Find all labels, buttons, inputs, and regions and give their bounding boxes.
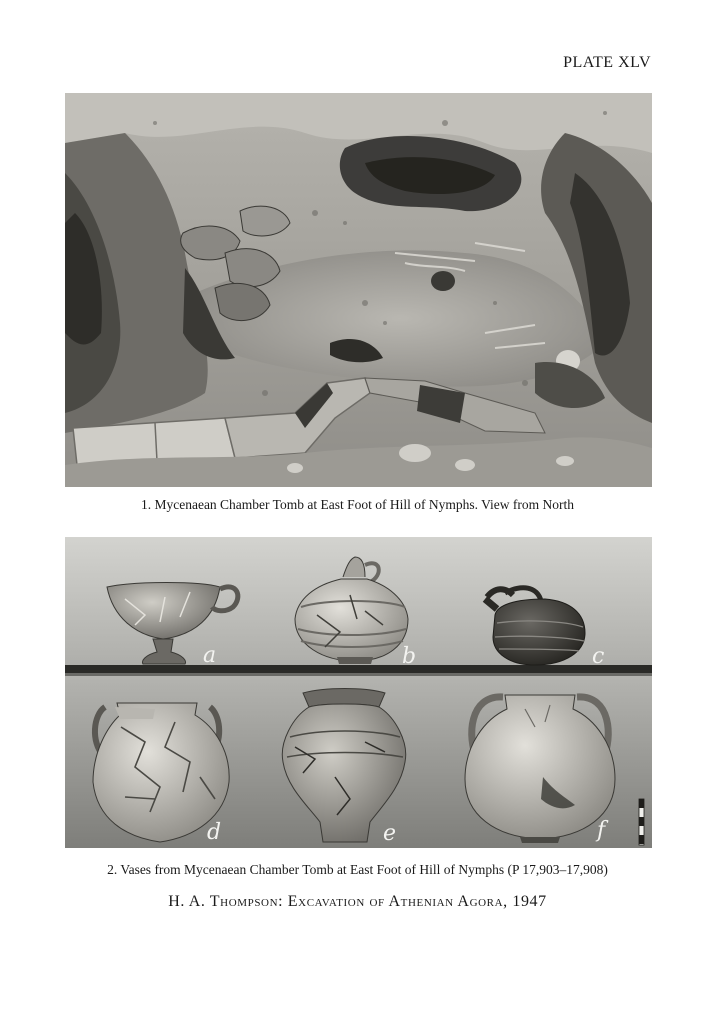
- figure-1-caption: 1. Mycenaean Chamber Tomb at East Foot of Hill of Nymphs. View from North: [140, 497, 575, 512]
- publication-year: , 1947: [503, 893, 547, 910]
- vase-label-b: b: [402, 644, 417, 669]
- scale-bar: [639, 799, 644, 845]
- credit-separator: :: [278, 893, 288, 910]
- tomb-excavation-photo: [65, 93, 652, 487]
- plate-credit-line: [0, 893, 715, 911]
- vase-label-f: f: [597, 818, 606, 843]
- figure-2-caption: 2. Vases from Mycenaean Chamber Tomb at East Foot of Hill of Nymphs (P 17,903–17,908): [107, 862, 608, 877]
- vase-label-e: e: [383, 821, 397, 846]
- vase-label-a: a: [203, 643, 217, 668]
- vase-label-d: d: [207, 820, 222, 845]
- publication-title: Excavation of Athenian Agora: [287, 893, 504, 910]
- plate-number: PLATE XLV: [563, 54, 651, 71]
- vase-label-c: c: [592, 644, 605, 669]
- author-name: H. A. Thompson: [168, 893, 279, 910]
- vases-photo: [65, 537, 652, 848]
